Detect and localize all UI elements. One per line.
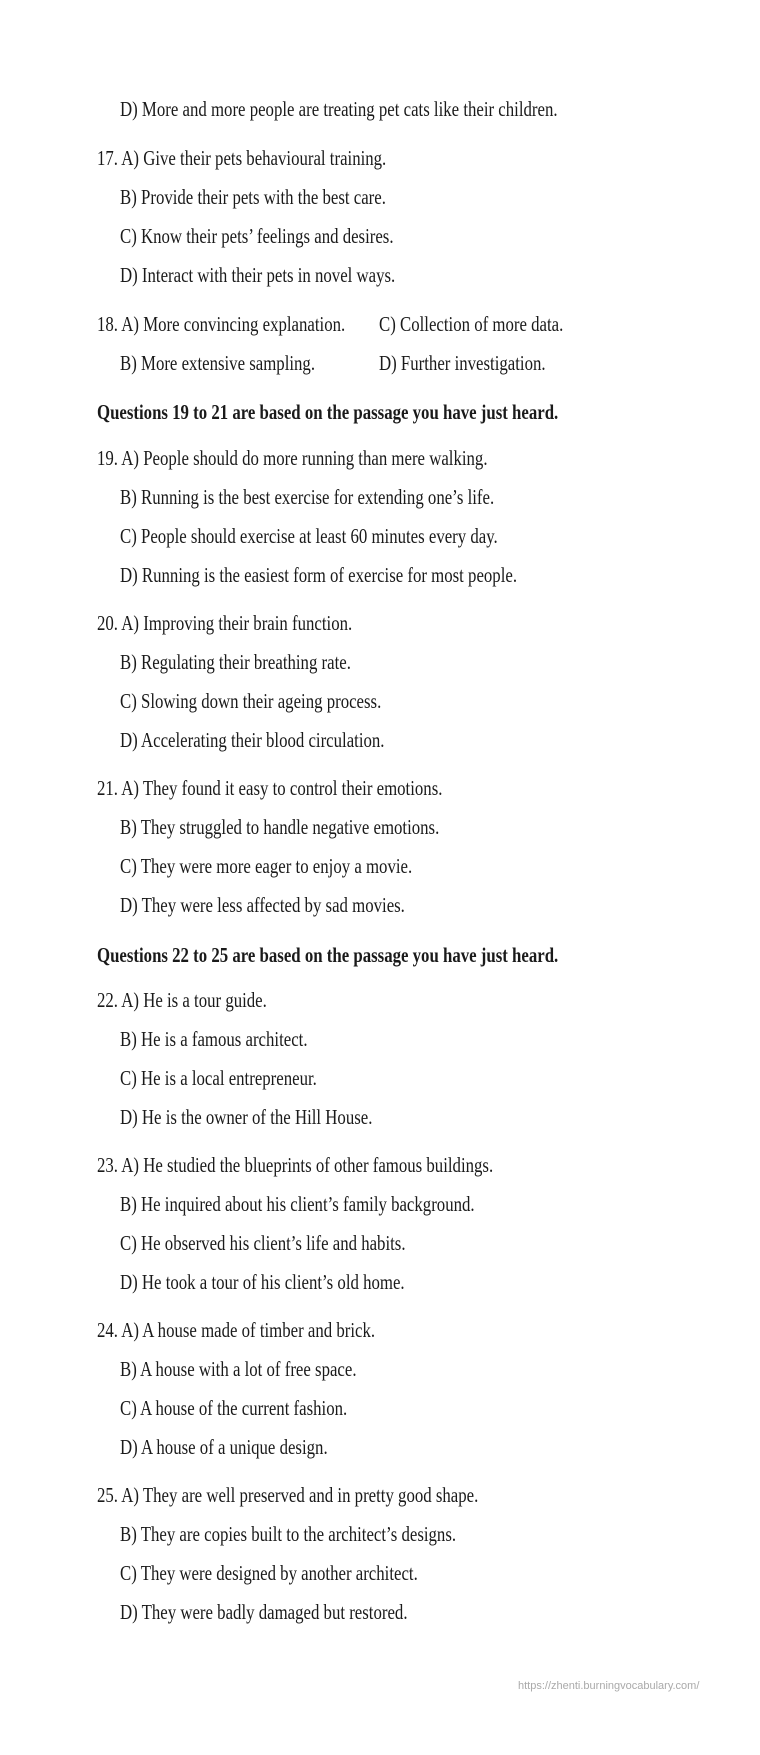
q21-option-d: D) They were less affected by sad movies.: [120, 893, 405, 917]
q24-option-c: C) A house of the current fashion.: [120, 1396, 348, 1420]
q19-option-d: D) Running is the easiest form of exercise for most people.: [120, 563, 518, 587]
q23-option-b: B) He inquired about his client’s family background.: [120, 1192, 475, 1216]
q21-option-c: C) They were more eager to enjoy a movie.: [120, 854, 413, 878]
q24-option-a: 24. A) A house made of timber and brick.: [97, 1318, 376, 1342]
q19-option-b: B) Running is the best exercise for extending one’s life.: [120, 485, 495, 509]
footer-url: https://zhenti.burningvocabulary.com/: [518, 1680, 700, 1692]
q17-option-d: D) Interact with their pets in novel ways.: [120, 263, 396, 287]
q18-option-b: B) More extensive sampling.: [120, 351, 316, 375]
q25-option-b: B) They are copies built to the architect’s designs.: [120, 1522, 457, 1546]
q23-option-d: D) He took a tour of his client’s old home.: [120, 1270, 405, 1294]
q18-option-a: 18. A) More convincing explanation.: [97, 312, 346, 336]
q22-option-c: C) He is a local entrepreneur.: [120, 1066, 317, 1090]
q24-option-d: D) A house of a unique design.: [120, 1435, 328, 1459]
q23-option-a: 23. A) He studied the blueprints of other famous buildings.: [97, 1153, 494, 1177]
q22-option-d: D) He is the owner of the Hill House.: [120, 1105, 373, 1129]
q22-option-b: B) He is a famous architect.: [120, 1027, 308, 1051]
section-heading-19-21: Questions 19 to 21 are based on the passage you have just heard.: [97, 400, 559, 424]
q25-option-a: 25. A) They are well preserved and in pretty good shape.: [97, 1483, 479, 1507]
q23-option-c: C) He observed his client’s life and habits.: [120, 1231, 406, 1255]
q20-option-a: 20. A) Improving their brain function.: [97, 611, 353, 635]
q17-option-b: B) Provide their pets with the best care.: [120, 185, 386, 209]
q22-option-a: 22. A) He is a tour guide.: [97, 988, 267, 1012]
q19-option-c: C) People should exercise at least 60 minutes every day.: [120, 524, 498, 548]
q19-option-a: 19. A) People should do more running than mere walking.: [97, 446, 488, 470]
q17-option-c: C) Know their pets’ feelings and desires.: [120, 224, 394, 248]
section-heading-22-25: Questions 22 to 25 are based on the passage you have just heard.: [97, 943, 559, 967]
q25-option-c: C) They were designed by another architect.: [120, 1561, 418, 1585]
q21-option-a: 21. A) They found it easy to control their emotions.: [97, 776, 443, 800]
q18-option-c: C) Collection of more data.: [379, 312, 564, 336]
line-16d: D) More and more people are treating pet cats like their children.: [120, 97, 558, 121]
q20-option-c: C) Slowing down their ageing process.: [120, 689, 382, 713]
q24-option-b: B) A house with a lot of free space.: [120, 1357, 357, 1381]
q17-option-a: 17. A) Give their pets behavioural training.: [97, 146, 387, 170]
q21-option-b: B) They struggled to handle negative emotions.: [120, 815, 440, 839]
q25-option-d: D) They were badly damaged but restored.: [120, 1600, 408, 1624]
q18-option-d: D) Further investigation.: [379, 351, 546, 375]
q20-option-b: B) Regulating their breathing rate.: [120, 650, 351, 674]
q20-option-d: D) Accelerating their blood circulation.: [120, 728, 385, 752]
